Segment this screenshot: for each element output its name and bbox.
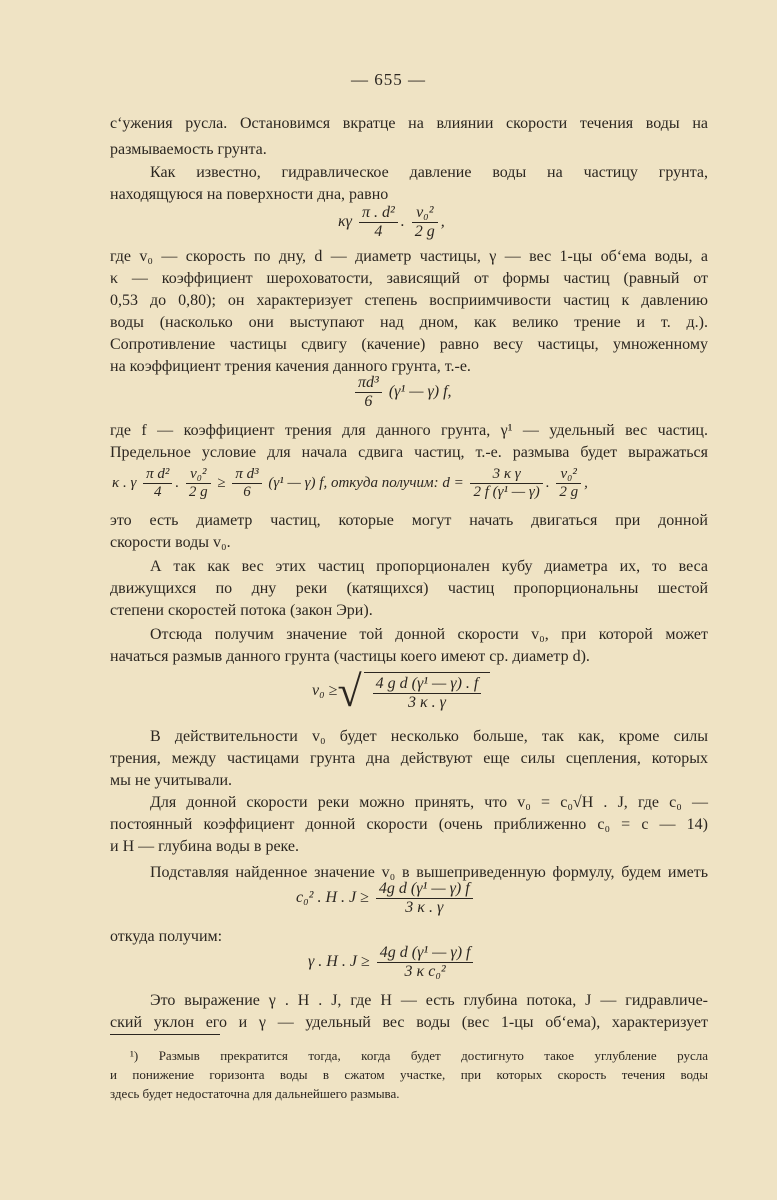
text-line: трения, между частицами грунта дна действуют еще силы сцепления, которых: [110, 750, 708, 767]
text-line: Подставляя найденное значение v₀ в вышеприведенную формулу, будем иметь: [150, 864, 708, 881]
formula-final: [308, 944, 476, 981]
text-line: с‘ужения русла. Остановимся вкратце на влиянии скорости течения воды на: [110, 115, 708, 132]
fraction: [376, 880, 473, 917]
formula-limit-condition: κ . γ $\frac{\text{π d²}}{4}$ . $\frac{\text{v₀²}}{2 g}$ ≥ $\frac{\text{π d³}}{6}$ (γ¹ — γ) f, откуда получим: d = $\frac{\text{3 κ γ}}{\text{2 f (γ¹ — γ)}}$ . $\frac{\text{v₀²}}{2 g}$ ,: [112, 466, 588, 500]
text-line: начаться размыв данного грунта (частицы коего имеют ср. диаметр d).: [110, 648, 590, 665]
numerator: v₀²: [186, 466, 211, 484]
fraction: [359, 204, 398, 241]
fraction: [377, 944, 474, 981]
text-line: находящуюся на поверхности дна, равно: [110, 186, 389, 203]
footnote-line: здесь будет недостаточна для дальнейшего размыва.: [110, 1086, 400, 1101]
formula-part: κγ: [338, 213, 352, 231]
text-line: Как известно, гидравлическое давление воды на частицу грунта,: [150, 164, 708, 181]
denominator: 6: [364, 393, 373, 410]
sqrt-sign: √: [337, 667, 362, 716]
formula-part: ≥: [217, 474, 226, 491]
footnote-line: ¹) Размыв прекратится тогда, когда будет достигнуто такое углубление русла: [130, 1048, 708, 1063]
page-number: — 655 —: [351, 70, 426, 89]
text-line: где v₀ — скорость по дну, d — диаметр частицы, γ — вес 1-цы об‘ема воды, а: [110, 248, 708, 265]
denominator: 3 κ . γ: [405, 899, 444, 916]
text-line: где f — коэффициент трения для данного грунта, γ¹ — удельный вес частиц.: [110, 422, 708, 439]
numerator: 4 g d (γ¹ — γ) . f: [373, 675, 482, 694]
text-line: скорости воды v₀.: [110, 534, 231, 551]
denominator: 4: [374, 223, 383, 240]
text-line: это есть диаметр частиц, которые могут начать двигаться при донной: [110, 512, 708, 529]
fraction: [556, 466, 581, 501]
text-line: и H — глубина воды в реке.: [110, 838, 300, 855]
denominator: 2 f (γ¹ — γ): [473, 484, 540, 500]
text-line: Для донной скорости реки можно принять, что v₀ = c₀√H . J, где c₀ —: [150, 794, 708, 811]
text-line: воды (насколько они выступают над дном, как велико трение и т. д.).: [110, 314, 708, 331]
text-line: Сопротивление частицы сдвигу (качение) равно весу частицы, умноженному: [110, 336, 708, 353]
fraction: [470, 466, 542, 501]
formula-bottom-velocity: [312, 666, 490, 717]
fraction: [373, 675, 482, 712]
numerator: π d²: [143, 466, 172, 484]
numerator: 4g d (γ¹ — γ) f: [377, 944, 474, 963]
denominator: 4: [154, 484, 162, 500]
radicand: [364, 672, 491, 712]
text-line: мы не учитывали.: [110, 772, 233, 789]
formula-substituted: [296, 880, 476, 917]
fraction: [355, 374, 382, 411]
numerator: 3 κ γ: [470, 466, 542, 484]
text-line: откуда получим:: [110, 928, 223, 945]
text-line: Отсюда получим значение той донной скорости v₀, при которой может: [150, 626, 708, 643]
formula-part: v₀ ≥: [312, 682, 338, 700]
fraction: [186, 466, 211, 501]
text-line: κ — коэффициент шероховатости, зависящий от формы частиц (равный от: [110, 270, 708, 287]
text-line: В действительности v₀ будет несколько больше, так как, кроме силы: [150, 728, 708, 745]
numerator: v₀²: [556, 466, 581, 484]
footnote-divider: [110, 1034, 220, 1035]
formula-part: γ . H . J ≥: [308, 953, 370, 971]
denominator: 6: [243, 484, 251, 500]
denominator: 2 g: [559, 484, 579, 500]
text-line: степени скоростей потока (закон Эри).: [110, 602, 373, 619]
numerator: 4g d (γ¹ — γ) f: [376, 880, 473, 899]
text-line: Это выражение γ . H . J, где H — есть глубина потока, J — гидравличе-: [150, 992, 708, 1009]
formula-part: κ . γ: [112, 474, 137, 491]
fraction: [232, 466, 261, 501]
text-line: постоянный коэффициент донной скорости (очень приближенно c₀ = c — 14): [110, 816, 708, 833]
fraction: [412, 204, 438, 241]
text-line: ский уклон его и γ — удельный вес воды (вес 1-цы об‘ема), характеризует: [110, 1014, 708, 1031]
formula-part: (γ¹ — γ) f, откуда получим: d =: [268, 474, 464, 491]
text-line: на коэффициент трения качения данного грунта, т.-е.: [110, 358, 471, 375]
footnote-line: и понижение горизонта воды в сжатом участке, при которых скорость течения воды: [110, 1067, 708, 1082]
text-line: Предельное условие для начала сдвига частиц, т.-е. размыва будет выражаться: [110, 444, 708, 461]
formula-part: c₀² . H . J ≥: [296, 889, 369, 907]
formula-resistance: [352, 374, 452, 411]
formula-pressure: κγ $\frac{\text{π . d²}}{4}$ . $\frac{\text{v₀²}}{2 g}$ ,: [338, 204, 445, 240]
formula-part: (γ¹ — γ) f,: [388, 383, 452, 401]
denominator: 3 κ c₀²: [404, 963, 446, 980]
text-line: размываемость грунта.: [110, 141, 267, 158]
text-line: А так как вес этих частиц пропорционален кубу диаметра их, то веса: [150, 558, 708, 575]
text-line: движущихся по дну реки (катящихся) частиц пропорциональны шестой: [110, 580, 708, 597]
numerator: πd³: [355, 374, 382, 393]
fraction: [143, 466, 172, 501]
numerator: π . d²: [359, 204, 398, 223]
denominator: 2 g: [188, 484, 208, 500]
numerator: π d³: [232, 466, 261, 484]
denominator: 2 g: [414, 223, 435, 240]
denominator: 3 κ . γ: [407, 693, 446, 711]
numerator: v₀²: [412, 204, 438, 223]
text-line: 0,53 до 0,80); он характеризует степень восприимчивости частиц к давлению: [110, 292, 708, 309]
